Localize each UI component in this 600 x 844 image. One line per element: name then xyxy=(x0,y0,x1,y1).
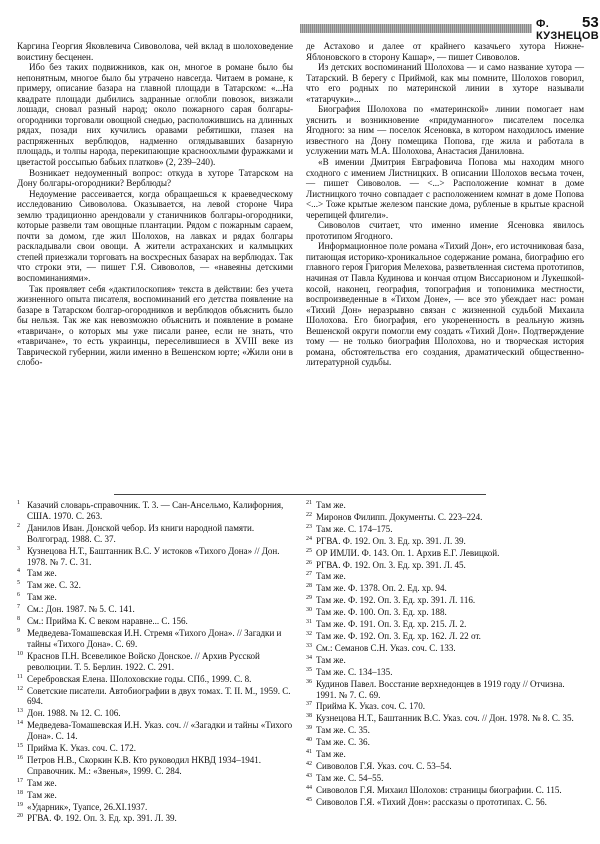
footnote-number: 41 xyxy=(306,749,312,756)
footnote-text: Там же. Ф. 192. Оп. 3. Ед. хр. 391. Л. 116. xyxy=(316,595,476,606)
paragraph: Ибо без таких подвижников, как он, многое в романе было бы непонятным, многое было бы утрачено навсегда. Читаем в романе, к примеру, описание базара на главной площади в Татарском: «...На квадрате площади дыбились задранные оглобли повозок, визжали лошади, сновал разный народ; около пожарного сарая болгары-огородники торговали овощной снедью, расположившись на длинных рядах, позади них кучились оравами ребятишки, глазея на распряженных верблюдов, надменно оглядывавших базарную площадь, и толпы народа, перекипающие красноохлыми фуражками и цветастой россыпью бабьих платков» (2, 239–240). xyxy=(17,62,293,168)
footnote-item xyxy=(17,580,297,591)
footnote-item xyxy=(306,655,586,666)
footnote-text: Медведева-Томашевская И.Н. Стремя «Тихого Дона». // Загадки и тайны «Тихого Дона». С. 69. xyxy=(27,627,282,649)
footnote-number: 14 xyxy=(17,720,23,727)
header-author: Ф. КУЗНЕЦОВ xyxy=(536,18,599,42)
footnotes-left xyxy=(17,500,297,825)
footnote-text: Там же. xyxy=(27,789,57,800)
footnote-text: ОР ИМЛИ. Ф. 143. Оп. 1. Архив Е.Г. Левицкой. xyxy=(316,547,500,558)
paragraph: де Астахово и далее от крайнего казачьего хутора Нижне-Яблоновского в сторону Кашар», — пишет Сивоволов. xyxy=(306,41,584,62)
footnote-number: 34 xyxy=(306,654,312,661)
footnote-item xyxy=(17,720,297,742)
footnote-item xyxy=(306,500,586,511)
paragraph: Сивоволов считает, что именно имение Ясеновка явилось прототипом Ягодного. xyxy=(306,220,584,241)
footnote-number: 38 xyxy=(306,713,312,720)
footnote-text: Там же. Ф. 100. Оп. 3. Ед. хр. 188. xyxy=(316,607,447,618)
footnote-text: Дон. 1988. № 12. С. 106. xyxy=(27,708,121,719)
footnote-number: 13 xyxy=(17,708,23,715)
footnote-number: 6 xyxy=(17,592,20,599)
footnote-number: 5 xyxy=(17,580,20,587)
paragraph: Каргина Георгия Яковлевича Сивоволова, чей вклад в шолоховедение воистину бесценен. xyxy=(17,41,293,62)
footnote-number: 29 xyxy=(306,595,312,602)
footnote-item xyxy=(306,560,586,571)
footnote-number: 28 xyxy=(306,583,312,590)
footnote-number: 43 xyxy=(306,772,312,779)
footnote-text: Данилов Иван. Донской чебор. Из книги народной памяти. Волгоград. 1988. С. 37. xyxy=(27,522,255,544)
footnote-item xyxy=(306,548,586,559)
footnote-text: Миронов Филипп. Документы. С. 223–224. xyxy=(316,511,483,522)
footnote-text: Серебровская Елена. Шолоховские годы. СПб., 1999. С. 8. xyxy=(27,673,252,684)
footnote-text: Там же. С. 54–55. xyxy=(316,772,384,783)
footnote-number: 16 xyxy=(17,754,23,761)
footnote-number: 40 xyxy=(306,737,312,744)
footnote-text: Кузнецова Н.Т., Баштанник В.С. У истоков «Тихого Дона» // Дон. 1978. № 7. С. 31. xyxy=(27,545,280,567)
footnote-item xyxy=(306,571,586,582)
footnote-text: Там же. С. 32. xyxy=(27,580,81,591)
footnote-item xyxy=(17,708,297,719)
footnote-item xyxy=(17,568,297,579)
footnote-item xyxy=(17,628,297,650)
footnote-text: РГВА. Ф. 192. Оп. 3. Ед. хр. 391. Л. 39. xyxy=(316,535,466,546)
left-text-column xyxy=(17,41,293,368)
footnote-item xyxy=(17,651,297,673)
footnote-number: 30 xyxy=(306,607,312,614)
footnote-text: См.: Семанов С.Н. Указ. соч. С. 133. xyxy=(316,642,456,653)
footnote-item xyxy=(306,679,586,701)
footnote-item xyxy=(17,743,297,754)
footnote-text: Там же. С. 174–175. xyxy=(316,523,393,534)
footnote-number: 33 xyxy=(306,642,312,649)
footnote-separator xyxy=(114,494,486,495)
footnote-text: Сивоволов Г.Я. Михаил Шолохов: страницы биографии. С. 115. xyxy=(316,784,562,795)
footnote-item xyxy=(17,790,297,801)
footnote-number: 7 xyxy=(17,604,20,611)
footnote-number: 36 xyxy=(306,678,312,685)
footnote-item xyxy=(306,536,586,547)
footnote-item xyxy=(17,592,297,603)
page-header xyxy=(300,13,599,42)
footnote-item xyxy=(306,631,586,642)
footnote-item xyxy=(17,802,297,813)
header-rule xyxy=(300,24,532,33)
footnote-item xyxy=(17,523,297,545)
footnote-item xyxy=(306,667,586,678)
footnote-number: 10 xyxy=(17,650,23,657)
footnote-text: Кузнецова Н.Т., Баштанник В.С. Указ. соч. // Дон. 1978. № 8. С. 35. xyxy=(316,713,574,724)
footnote-text: Там же. С. 36. xyxy=(316,737,370,748)
footnote-item xyxy=(17,778,297,789)
footnote-item xyxy=(306,749,586,760)
footnote-item xyxy=(306,785,586,796)
footnote-text: Там же. xyxy=(27,568,57,579)
footnote-number: 3 xyxy=(17,545,20,552)
footnote-number: 37 xyxy=(306,701,312,708)
footnotes-right xyxy=(306,500,586,809)
footnote-item xyxy=(17,604,297,615)
footnote-number: 8 xyxy=(17,616,20,623)
footnote-text: См.: Дон. 1987. № 5. С. 141. xyxy=(27,604,135,615)
footnote-item xyxy=(306,761,586,772)
footnote-item xyxy=(306,595,586,606)
footnote-number: 45 xyxy=(306,796,312,803)
footnote-number: 2 xyxy=(17,522,20,529)
footnote-text: Там же. xyxy=(27,777,57,788)
footnote-text: РГВА. Ф. 192. Оп. 3. Ед. хр. 391. Л. 39. xyxy=(27,813,177,824)
footnote-text: Сивоволов Г.Я. «Тихий Дон»: рассказы о прототипах. С. 56. xyxy=(316,796,547,807)
footnote-text: Там же. xyxy=(316,571,346,582)
footnote-number: 35 xyxy=(306,666,312,673)
footnote-number: 17 xyxy=(17,777,23,784)
footnote-number: 1 xyxy=(17,500,20,506)
footnote-text: Прийма К. Указ. соч. С. 170. xyxy=(316,701,425,712)
footnote-text: См.: Прийма К. С веком наравне... С. 156. xyxy=(27,616,188,627)
footnote-item xyxy=(17,546,297,568)
footnote-number: 39 xyxy=(306,725,312,732)
footnote-number: 11 xyxy=(17,673,23,680)
footnote-item xyxy=(306,701,586,712)
footnote-text: Там же. С. 35. xyxy=(316,725,370,736)
footnote-item xyxy=(306,797,586,808)
page-number: 53 xyxy=(582,14,599,31)
footnote-text: Медведева-Томашевская И.Н. Указ. соч. // «Загадки и тайны «Тихого Дона». С. 14. xyxy=(27,720,293,742)
footnote-text: Там же. С. 134–135. xyxy=(316,666,393,677)
paragraph: Недоумение рассеивается, когда обращаешься к краеведческому исследованию Сивоволова. Оказывается, на левой стороне Чира землю традиционно арендовали у станичников болгары-огородники, которые развели там овощные плантации. Рядом с пожарным сараем, почти за домом, где жил Шолохов, на лавках и рядах болгары раскладывали свои овощи. А жители астраханских и калмыцких степей приезжали торговать на восхресных базарах на верблюдах. Так что строки эти, — пишет Г.Я. Сивоволов, — «навеяны детскими воспоминаниями». xyxy=(17,188,293,284)
footnote-text: Там же. Ф. 191. Оп. 3. Ед. хр. 215. Л. 2. xyxy=(316,619,467,630)
footnote-item xyxy=(306,512,586,523)
footnote-number: 19 xyxy=(17,801,23,808)
paragraph: Биография Шолохова по «материнской» линии помогает нам уяснить и возникновение «придуманного» писателем поселка Ягодного: за ним — поселок Ясеновка, в котором находилось имение известного на Дону помещика Попова, где жила и работала в услужении мать М.А. Шолохова, Анастасия Даниловна. xyxy=(306,104,584,157)
footnote-number: 44 xyxy=(306,784,312,791)
footnote-item xyxy=(17,813,297,824)
footnote-number: 9 xyxy=(17,627,20,634)
paragraph: Информационное поле романа «Тихий Дон», его источниковая база, питающая историко-хроникальное содержание романа, биографию его главного героя Григория Мелехова, разветвленная система прототипов, начиная от Павла Кудинова и кончая отцом Виссарионом и Лукешкой-косой, наконец, география, топография и топонимика местности, воспроизведенные в «Тихом Доне», — все это убеждает нас: роман «Тихий Дон» неразрывно связан с жизненной судьбой Михаила Шолохова. Его биография, его укорененность в реальную жизнь Вешенской округи помогли ему создать «Тихий Дон». Подтверждение тому — не только биография Шолохова, но и творческая история романа, обстоятельства его создания, драматический общественно-литературной судьбы. xyxy=(306,241,584,368)
footnote-text: Прийма К. Указ. соч. С. 172. xyxy=(27,743,136,754)
footnote-number: 27 xyxy=(306,571,312,578)
footnote-item xyxy=(17,674,297,685)
footnote-item xyxy=(306,607,586,618)
footnote-item xyxy=(306,583,586,594)
footnote-text: Краснов П.Н. Всевеликое Войско Донское. // Архив Русской революции. Т. 5. Берлин. 1922. С. 291. xyxy=(27,650,260,672)
footnote-item xyxy=(17,500,297,522)
footnote-item xyxy=(17,616,297,627)
footnote-item xyxy=(17,686,297,708)
footnote-text: «Ударник», Туапсе, 26.XI.1937. xyxy=(27,801,148,812)
footnote-number: 4 xyxy=(17,568,20,575)
footnote-number: 26 xyxy=(306,559,312,566)
footnote-number: 21 xyxy=(306,500,312,506)
footnote-text: Там же. xyxy=(316,654,346,665)
footnote-text: РГВА. Ф. 192. Оп. 3. Ед. хр. 391. Л. 45. xyxy=(316,559,466,570)
footnote-number: 18 xyxy=(17,789,23,796)
footnote-number: 22 xyxy=(306,511,312,518)
footnote-number: 20 xyxy=(17,813,23,820)
footnote-item xyxy=(306,773,586,784)
footnote-text: Там же. xyxy=(316,749,346,760)
footnote-text: Сивоволов Г.Я. Указ. соч. С. 53–54. xyxy=(316,760,452,771)
footnote-text: Петров Н.В., Скоркин К.В. Кто руководил НКВД 1934–1941. Справочник. М.: «Звенья», 1999. С. 284. xyxy=(27,754,262,776)
footnote-number: 31 xyxy=(306,619,312,626)
footnote-number: 42 xyxy=(306,760,312,767)
footnote-number: 15 xyxy=(17,743,23,750)
paragraph: Так проявляет себя «дактилоскопия» текста в действии: без учета жизненного опыта писателя, воспоминаний его детства появление на базаре в Татарском болгар-огородников и верблюдов объяснить было бы нельзя. Так же как невозможно объяснить и появление в романе «тавричан», о которых мы уже писали ранее, если не знать, что «тавричане», то есть украинцы, переселившиеся в XVIII веке из Таврической губернии, жили именно в Вешенском юрте; «Жили они в слобо- xyxy=(17,283,293,368)
footnote-number: 32 xyxy=(306,630,312,637)
footnote-item xyxy=(306,619,586,630)
footnote-text: Кудинов Павел. Восстание верхнедонцев в 1919 году // Отчизна. 1991. № 7. С. 69. xyxy=(316,678,565,700)
paragraph: «В имении Дмитрия Евграфовича Попова мы находим много сходного с имением Листницких. В описании Шолохов весьма точен, — пишет Сивоволов. — <...> Расположение комнат в доме Листницкого точно совпадает с расположением комнат в доме Попова <...> Тоже крытые железом панские дома, рубленые в крытые красной черепицей флигели». xyxy=(306,157,584,220)
footnote-item xyxy=(306,713,586,724)
footnote-number: 23 xyxy=(306,523,312,530)
footnote-number: 24 xyxy=(306,535,312,542)
footnote-number: 12 xyxy=(17,685,23,692)
footnote-text: Там же. Ф. 1378. Оп. 2. Ед. хр. 94. xyxy=(316,583,447,594)
footnote-item xyxy=(306,737,586,748)
footnote-text: Казачий словарь-справочник. Т. 3. — Сан-Ансельмо, Калифорния, США. 1970. С. 263. xyxy=(27,500,284,521)
footnote-text: Советские писатели. Автобиографии в двух томах. Т. II. М., 1959. С. 694. xyxy=(27,685,291,707)
footnote-item xyxy=(306,643,586,654)
paragraph: Возникает недоуменный вопрос: откуда в хуторе Татарском на Дону болгары-огородники? Верблюды? xyxy=(17,167,293,189)
right-text-column xyxy=(306,41,584,368)
footnote-item xyxy=(306,725,586,736)
footnote-item xyxy=(17,755,297,777)
footnote-text: Там же. Ф. 192. Оп. 3. Ед. хр. 162. Л. 22 от. xyxy=(316,630,481,641)
footnote-number: 25 xyxy=(306,547,312,554)
footnote-text: Там же. xyxy=(27,592,57,603)
paragraph: Из детских воспоминаний Шолохова — и само название хутора — Татарский. В берегу с Приймой, как мы помните, Шолохов говорил, что его родных по материнской линии в хуторе называли «татарчуки»... xyxy=(306,62,584,104)
footnote-text: Там же. xyxy=(316,500,346,510)
footnote-item xyxy=(306,524,586,535)
